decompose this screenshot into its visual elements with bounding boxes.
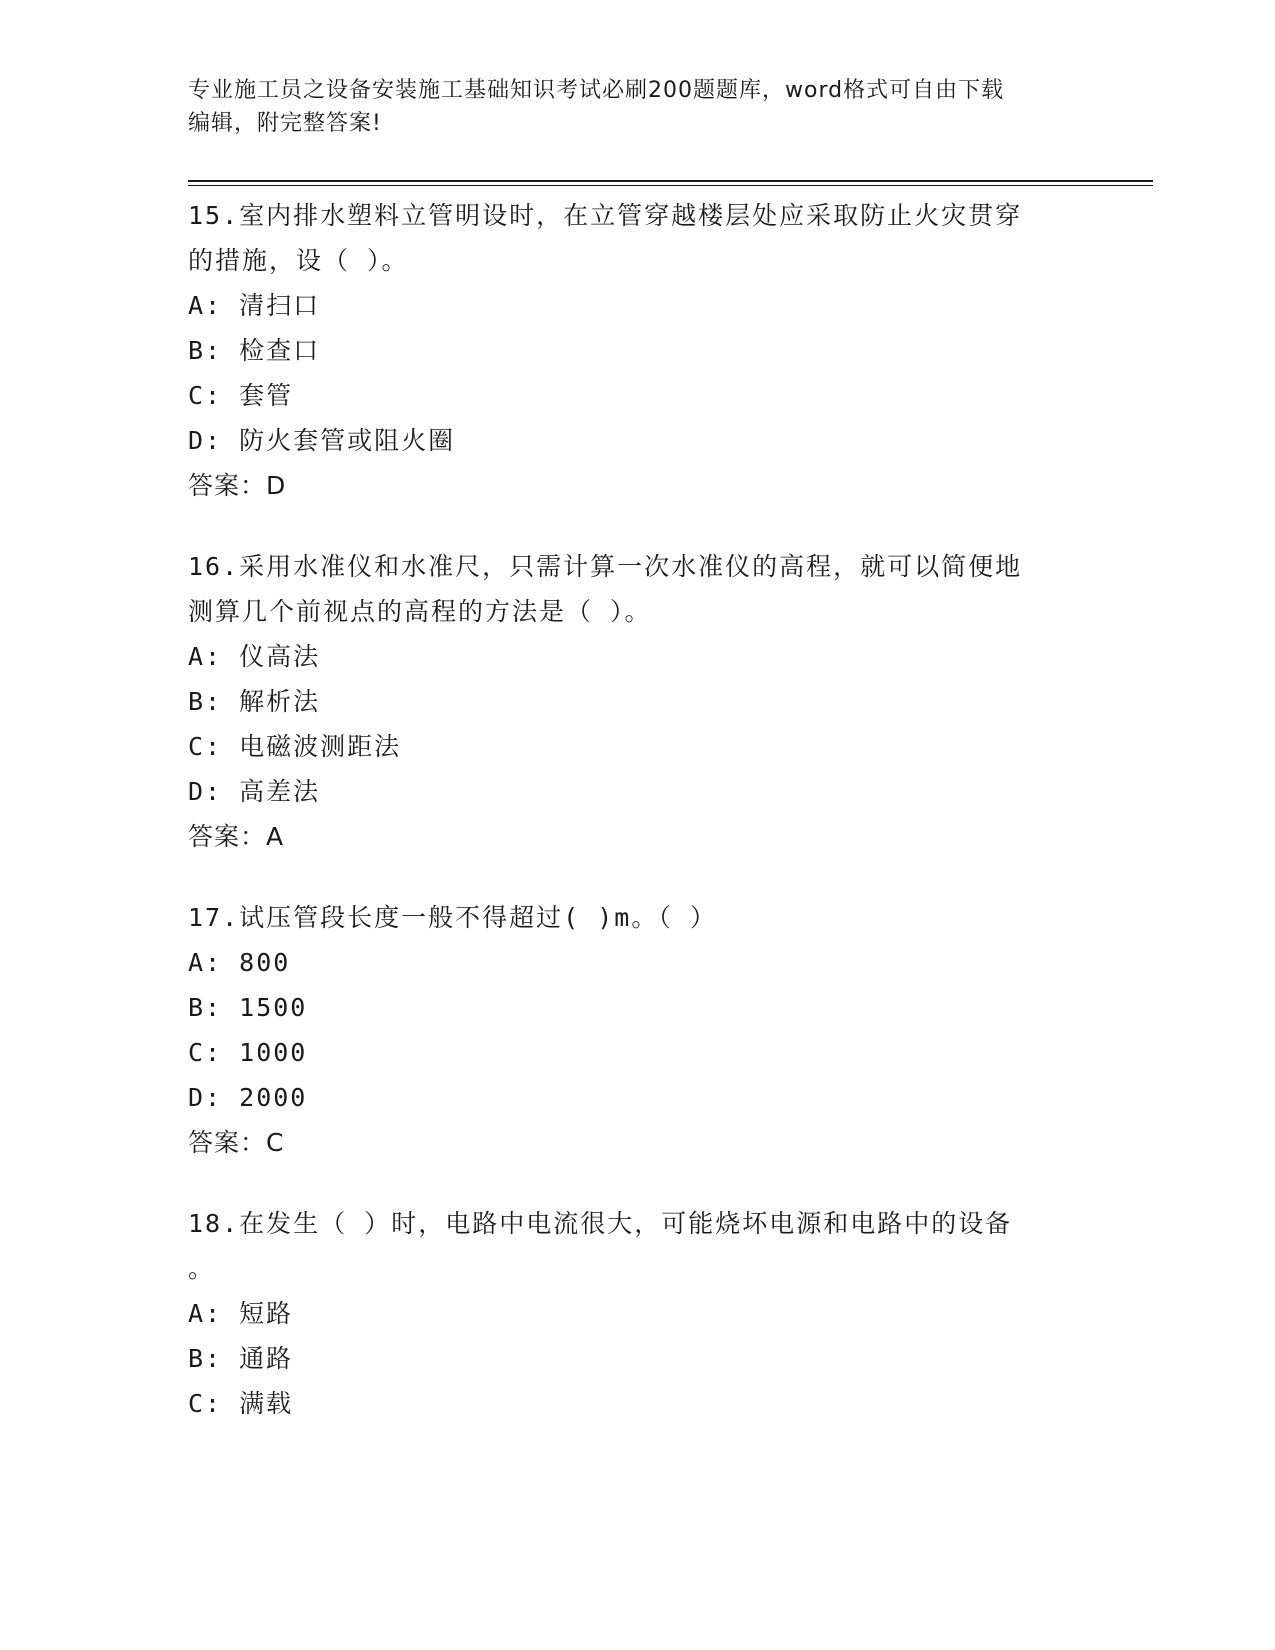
- option-c: C: 套管: [188, 381, 294, 410]
- question-stem-line-1: 15.室内排水塑料立管明设时，在立管穿越楼层处应采取防止火灾贯穿: [188, 201, 1023, 230]
- option-d: D: 防火套管或阻火圈: [188, 426, 456, 455]
- answer-label: 答案：C: [188, 1128, 285, 1157]
- question-list: [188, 193, 1088, 1462]
- question-stem: [188, 895, 1078, 940]
- question-18: [188, 1201, 1088, 1426]
- question-stem-line-1: 16.采用水准仪和水准尺，只需计算一次水准仪的高程，就可以简便地: [188, 552, 1023, 581]
- question-16: [188, 544, 1088, 859]
- option-c: C: 1000: [188, 1038, 308, 1067]
- option-b: B: 1500: [188, 993, 308, 1022]
- question-15: [188, 193, 1088, 508]
- option-d: D: 2000: [188, 1083, 308, 1112]
- header-divider-thin: [188, 185, 1153, 186]
- question-stem: [188, 193, 1078, 283]
- question-stem-line-1: 18.在发生（ ）时，电路中电流很大，可能烧坏电源和电路中的设备: [188, 1209, 1013, 1238]
- option-a: A: 短路: [188, 1299, 294, 1328]
- answer-label: 答案：D: [188, 471, 287, 500]
- header-line-2: 编辑，附完整答案!: [188, 111, 382, 136]
- question-stem: [188, 544, 1078, 634]
- option-a: A: 800: [188, 948, 291, 977]
- question-stem-line-2: 测算几个前视点的高程的方法是（ ）。: [188, 597, 652, 626]
- question-stem: [188, 1201, 1078, 1291]
- question-stem-line-2: 。: [188, 1254, 216, 1283]
- option-b: B: 通路: [188, 1344, 294, 1373]
- option-b: B: 检查口: [188, 336, 321, 365]
- question-17: [188, 895, 1088, 1165]
- option-a: A: 清扫口: [188, 291, 321, 320]
- option-b: B: 解析法: [188, 687, 321, 716]
- header-line-1: 专业施工员之设备安装施工基础知识考试必刷200题题库，word格式可自由下载: [188, 78, 1005, 103]
- question-stem-line-1: 17.试压管段长度一般不得超过( )m。（ ）: [188, 903, 717, 932]
- option-c: C: 满载: [188, 1389, 294, 1418]
- document-header: [188, 74, 1068, 140]
- option-a: A: 仪高法: [188, 642, 321, 671]
- question-stem-line-2: 的措施，设（ ）。: [188, 246, 409, 275]
- answer-label: 答案：A: [188, 822, 285, 851]
- header-divider-thick: [188, 180, 1153, 182]
- option-d: D: 高差法: [188, 777, 321, 806]
- option-c: C: 电磁波测距法: [188, 732, 402, 761]
